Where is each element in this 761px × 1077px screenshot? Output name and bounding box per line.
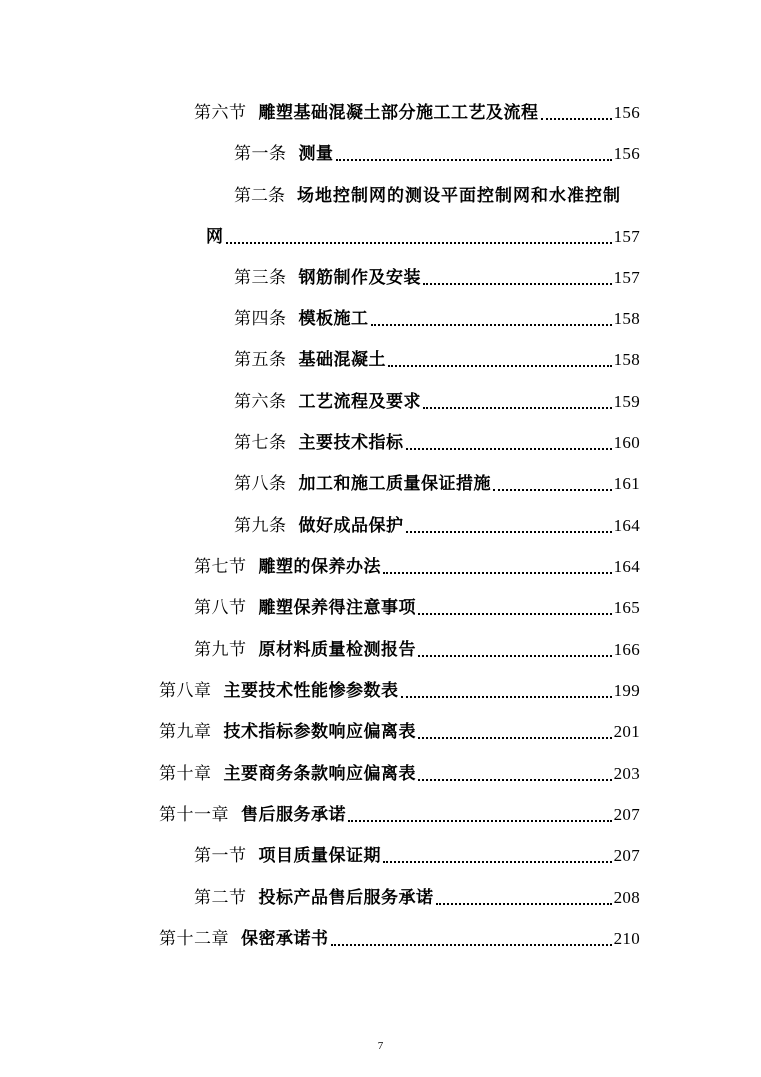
toc-entry-number: 第一节 [194, 846, 247, 866]
toc-entry-number: 第七条 [234, 433, 287, 453]
toc-entry-page: 158 [613, 309, 640, 328]
toc-entry-title: 雕塑的保养办法 [258, 557, 381, 577]
toc-entry-title: 测量 [298, 144, 334, 164]
toc-entry[interactable] [194, 881, 640, 909]
toc-entry-number: 第六节 [194, 103, 247, 123]
toc-entry-number: 第十一章 [159, 805, 229, 825]
page-number: 7 [377, 1040, 384, 1052]
toc-entry-title: 主要技术指标 [298, 433, 404, 453]
toc-entry-title: 售后服务承诺 [241, 805, 346, 825]
toc-leader-dots [423, 407, 612, 409]
toc-entry-page: 210 [613, 929, 640, 948]
toc-leader-dots [226, 242, 612, 244]
toc-entry-number: 第九章 [159, 722, 212, 742]
toc-entry-title: 雕塑基础混凝土部分施工工艺及流程 [258, 103, 539, 123]
toc-entry-page: 164 [613, 516, 640, 535]
toc-entry-number: 第二条 [234, 186, 285, 206]
toc-entry[interactable] [194, 550, 640, 578]
toc-entry-title: 技术指标参数响应偏离表 [223, 722, 416, 742]
toc-leader-dots [406, 531, 612, 533]
toc-entry-wrapped-line2[interactable] [194, 220, 640, 248]
toc-entry-page: 201 [613, 722, 640, 741]
toc-entry-title: 投标产品售后服务承诺 [258, 888, 434, 908]
toc-entry-number: 第九节 [194, 640, 247, 660]
toc-entry[interactable] [234, 509, 640, 537]
toc-entry-wrapped-line1[interactable] [234, 179, 640, 207]
toc-entry-page: 208 [613, 888, 640, 907]
toc-leader-dots [423, 283, 612, 285]
toc-entry-page: 156 [613, 144, 640, 163]
toc-entry-page: 165 [613, 598, 640, 617]
toc-leader-dots [493, 489, 612, 491]
toc-entry-title: 模板施工 [298, 309, 369, 329]
toc-entry-number: 第七节 [194, 557, 247, 577]
toc-entry-title: 主要技术性能惨参数表 [223, 681, 399, 701]
toc-entry[interactable] [194, 96, 640, 124]
toc-entry-number: 第五条 [234, 350, 287, 370]
toc-entry[interactable] [194, 633, 640, 661]
toc-entry[interactable] [234, 467, 640, 495]
toc-leader-dots [418, 779, 612, 781]
toc-entry[interactable] [159, 715, 640, 743]
toc-entry-page: 160 [613, 433, 640, 452]
toc-entry-page: 166 [613, 640, 640, 659]
toc-entry-number: 第二节 [194, 888, 247, 908]
toc-entry-page: 157 [613, 268, 640, 287]
toc-entry-title: 原材料质量检测报告 [258, 640, 416, 660]
toc-entry-page: 158 [613, 350, 640, 369]
toc-entry-title: 做好成品保护 [298, 516, 404, 536]
toc-entry-number: 第六条 [234, 392, 287, 412]
toc-entry-title: 基础混凝土 [298, 350, 386, 370]
toc-entry[interactable] [234, 343, 640, 371]
toc-entry[interactable] [159, 922, 640, 950]
toc-entry-page: 199 [613, 681, 640, 700]
toc-entry-title: 工艺流程及要求 [298, 392, 421, 412]
toc-entry-title: 主要商务条款响应偏离表 [223, 764, 416, 784]
toc-leader-dots [383, 572, 612, 574]
toc-leader-dots [383, 861, 612, 863]
toc-entry-page: 164 [613, 557, 640, 576]
toc-leader-dots [541, 118, 612, 120]
toc-entry-title: 雕塑保养得注意事项 [258, 598, 416, 618]
toc-leader-dots [418, 613, 612, 615]
toc-entry[interactable] [234, 426, 640, 454]
toc-leader-dots [331, 944, 612, 946]
toc-entry[interactable] [159, 757, 640, 785]
toc-entry[interactable] [159, 674, 640, 702]
toc-leader-dots [348, 820, 612, 822]
toc-entry-page: 203 [613, 764, 640, 783]
toc-entry-title: 项目质量保证期 [258, 846, 381, 866]
toc-entry[interactable] [234, 261, 640, 289]
toc-entry-title: 保密承诺书 [241, 929, 329, 949]
toc-leader-dots [371, 324, 612, 326]
toc-entry-number: 第一条 [234, 144, 287, 164]
toc-entry[interactable] [234, 302, 640, 330]
toc-leader-dots [436, 903, 612, 905]
toc-entry[interactable] [159, 798, 640, 826]
toc-leader-dots [401, 696, 612, 698]
toc-entry[interactable] [234, 137, 640, 165]
toc-entry-title-continued: 网 [206, 227, 224, 247]
toc-entry-number: 第八章 [159, 681, 212, 701]
toc-entry-title: 加工和施工质量保证措施 [298, 474, 491, 494]
toc-entry-number: 第十二章 [159, 929, 229, 949]
toc-entry[interactable] [194, 839, 640, 867]
toc-leader-dots [418, 655, 612, 657]
toc-leader-dots [406, 448, 612, 450]
toc-entry-number: 第三条 [234, 268, 287, 288]
toc-entry-number: 第十章 [159, 764, 212, 784]
toc-leader-dots [336, 159, 612, 161]
toc-entry-page: 156 [613, 103, 640, 122]
toc-entry[interactable] [194, 591, 640, 619]
toc-entry-number: 第四条 [234, 309, 287, 329]
toc-entry-page: 157 [613, 227, 640, 246]
toc-entry[interactable] [234, 385, 640, 413]
toc-entry-number: 第九条 [234, 516, 287, 536]
toc-leader-dots [418, 737, 612, 739]
toc-entry-title: 场地控制网的测设平面控制网和水准控制 [297, 186, 621, 206]
toc-leader-dots [388, 365, 612, 367]
toc-entry-number: 第八条 [234, 474, 287, 494]
toc-entry-page: 159 [613, 392, 640, 411]
toc-entry-page: 161 [613, 474, 640, 493]
toc-entry-title: 钢筋制作及安装 [298, 268, 421, 288]
toc-entry-number: 第八节 [194, 598, 247, 618]
toc-entry-page: 207 [613, 805, 640, 824]
toc-entry-page: 207 [613, 846, 640, 865]
